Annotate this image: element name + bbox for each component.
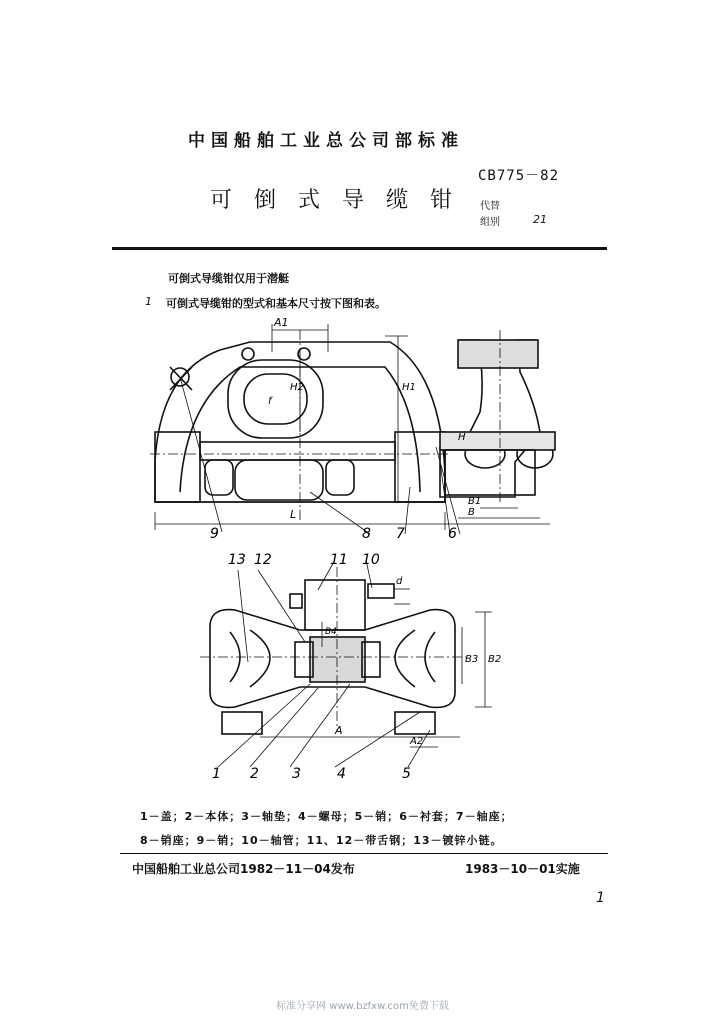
callout-9: 9 <box>210 526 219 542</box>
parts-legend-line-1: 1－盖；2－本体；3－轴垫；4－螺母；5－销；6－衬套；7－轴座； <box>140 810 513 823</box>
document-title: 可倒式导缆钳 <box>210 188 475 213</box>
header-rule <box>112 247 607 250</box>
category-label: 组别 <box>480 217 500 228</box>
callout-13: 13 <box>228 552 246 568</box>
technical-drawing <box>140 312 580 792</box>
callout-1: 1 <box>212 766 221 782</box>
callout-10: 10 <box>362 552 380 568</box>
dim-a: A <box>335 724 343 737</box>
front-view-window <box>228 360 323 438</box>
dim-b: B <box>468 507 475 518</box>
callout-3: 3 <box>292 766 301 782</box>
intro-text: 可倒式导缆钳仅用于潜艇 <box>168 272 289 285</box>
replaces-label: 代替 <box>480 201 500 212</box>
dim-a2: A2 <box>410 736 424 747</box>
clause-text: 可倒式导缆钳的型式和基本尺寸按下图和表。 <box>166 297 386 310</box>
callout-12: 12 <box>254 552 272 568</box>
category-number: 21 <box>533 213 547 226</box>
dim-h2: H2 <box>290 382 304 393</box>
callout-4: 4 <box>337 766 346 782</box>
callout-8: 8 <box>362 526 371 542</box>
callout-11: 11 <box>330 552 348 568</box>
standard-code: CB775－82 <box>478 168 560 184</box>
callout-6: 6 <box>448 526 457 542</box>
callout-5: 5 <box>402 766 411 782</box>
clause-number: 1 <box>145 295 152 308</box>
dim-b1: B1 <box>468 496 482 507</box>
footer-rule <box>120 853 608 854</box>
dim-d: d <box>396 576 403 587</box>
effective-date: 1983－10－01实施 <box>465 862 580 876</box>
parts-legend-line-2: 8－销座；9－销；10－轴管；11、12－带舌钢；13－镀锌小链。 <box>140 834 503 847</box>
dim-b3: B3 <box>465 654 479 665</box>
dim-b4: B4 <box>325 627 337 637</box>
callout-7: 7 <box>396 526 405 542</box>
dim-h1: H1 <box>402 382 416 393</box>
dim-f: f <box>268 396 272 407</box>
dim-h: H <box>458 432 466 443</box>
page-number: 1 <box>596 890 605 906</box>
callout-2: 2 <box>250 766 259 782</box>
dim-b2: B2 <box>488 654 502 665</box>
dim-l: L <box>290 508 297 521</box>
dim-a1: A1 <box>274 316 289 329</box>
watermark-footer: 标准分享网 www.bzfxw.com免费下载 <box>276 1001 449 1012</box>
issue-date: 中国船舶工业总公司1982－11－04发布 <box>132 862 355 876</box>
issuing-organization: 中国船舶工业总公司部标准 <box>188 131 464 151</box>
